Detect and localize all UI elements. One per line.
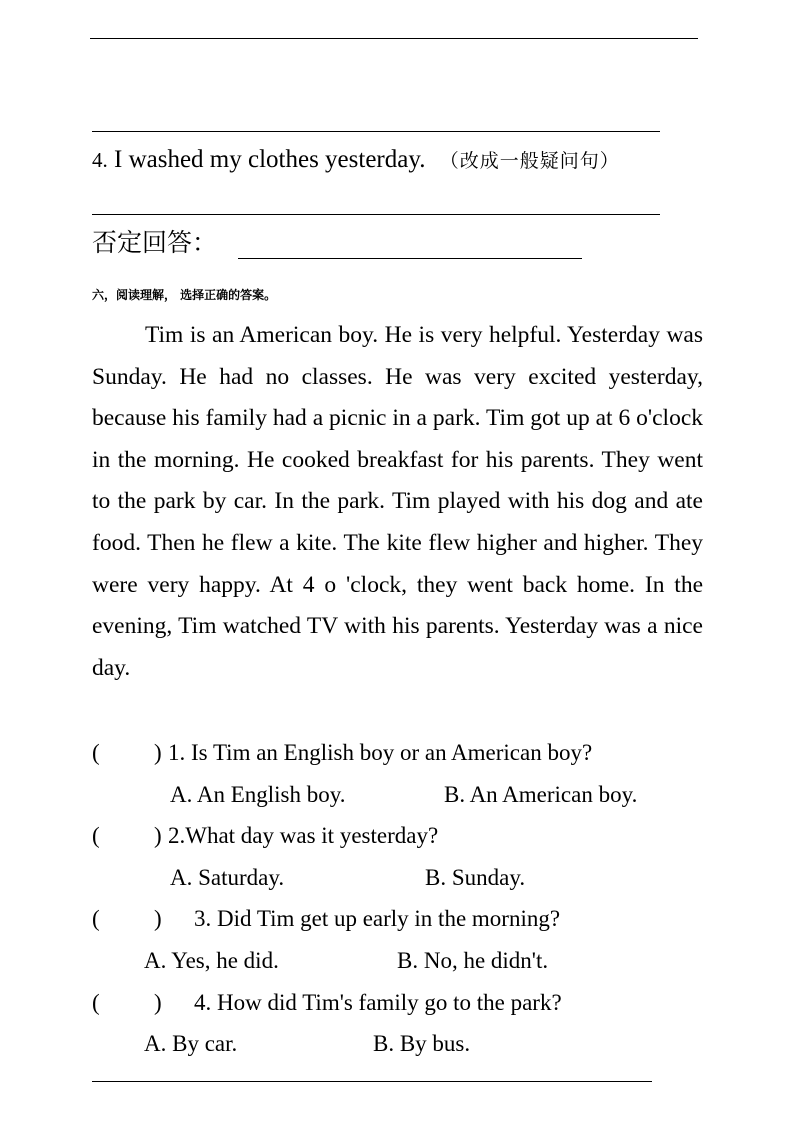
option-a: A. An English boy. [170,782,346,807]
answer-blank-2[interactable] [102,821,152,851]
exercise-4-instruction: （改成一般疑问句） [439,150,620,172]
option-a: A. Yes, he did. [144,948,279,973]
negative-answer-label: 否定回答： [92,228,218,257]
option-b: B. An American boy. [444,782,638,807]
option-a: A. Saturday. [170,865,285,890]
option-b: B. By bus. [373,1031,471,1056]
answer-blank-4[interactable] [102,988,152,1018]
exercise-4-number: 4. [92,148,108,172]
bottom-line [92,1081,652,1082]
question-text: 3. Did Tim get up early in the morning? [194,906,561,931]
option-b: B. Sunday. [425,865,526,890]
answer-paren-open: ( [92,990,100,1015]
answer-paren-open: ( [92,740,100,765]
answer-paren-close: ) [154,823,162,848]
answer-paren-close: ) [154,740,162,765]
answer-line-top[interactable] [90,38,698,39]
answer-blank-1[interactable] [102,738,152,768]
section-title: 六，阅读理解， 选择正确的答案。 [92,288,277,302]
exercise-4-sentence: I washed my clothes yesterday. [114,146,426,173]
question-text: 2.What day was it yesterday? [168,823,439,848]
exercise-4 [92,144,620,177]
answer-paren-close: ) [154,990,162,1015]
answer-blank-3[interactable] [102,904,152,934]
reading-passage: Tim is an American boy. He is very helpful. Yesterday was Sunday. He had no classes. He was very excited yesterday, because his family had a picnic in a park. Tim got up at 6 o'clock in the morning. He cooked breakfast for his parents. They went to the park by car. In the park. Tim played with his dog and ate food. Then he flew a kite. The kite flew higher and higher. They were very happy. At 4 o 'clock, they went back home. In the evening, Tim watched TV with his parents. Yesterday was a nice day. [92,322,703,681]
answer-line-exercise-3[interactable] [92,131,660,132]
answer-paren-close: ) [154,906,162,931]
question-text: 4. How did Tim's family go to the park? [194,990,562,1015]
option-b: B. No, he didn't. [397,948,549,973]
negative-answer-line[interactable] [238,258,582,259]
question-text: 1. Is Tim an English boy or an American boy? [168,740,593,765]
answer-paren-open: ( [92,823,100,848]
answer-paren-open: ( [92,906,100,931]
answer-line-exercise-4[interactable] [92,214,660,215]
option-a: A. By car. [144,1031,238,1056]
